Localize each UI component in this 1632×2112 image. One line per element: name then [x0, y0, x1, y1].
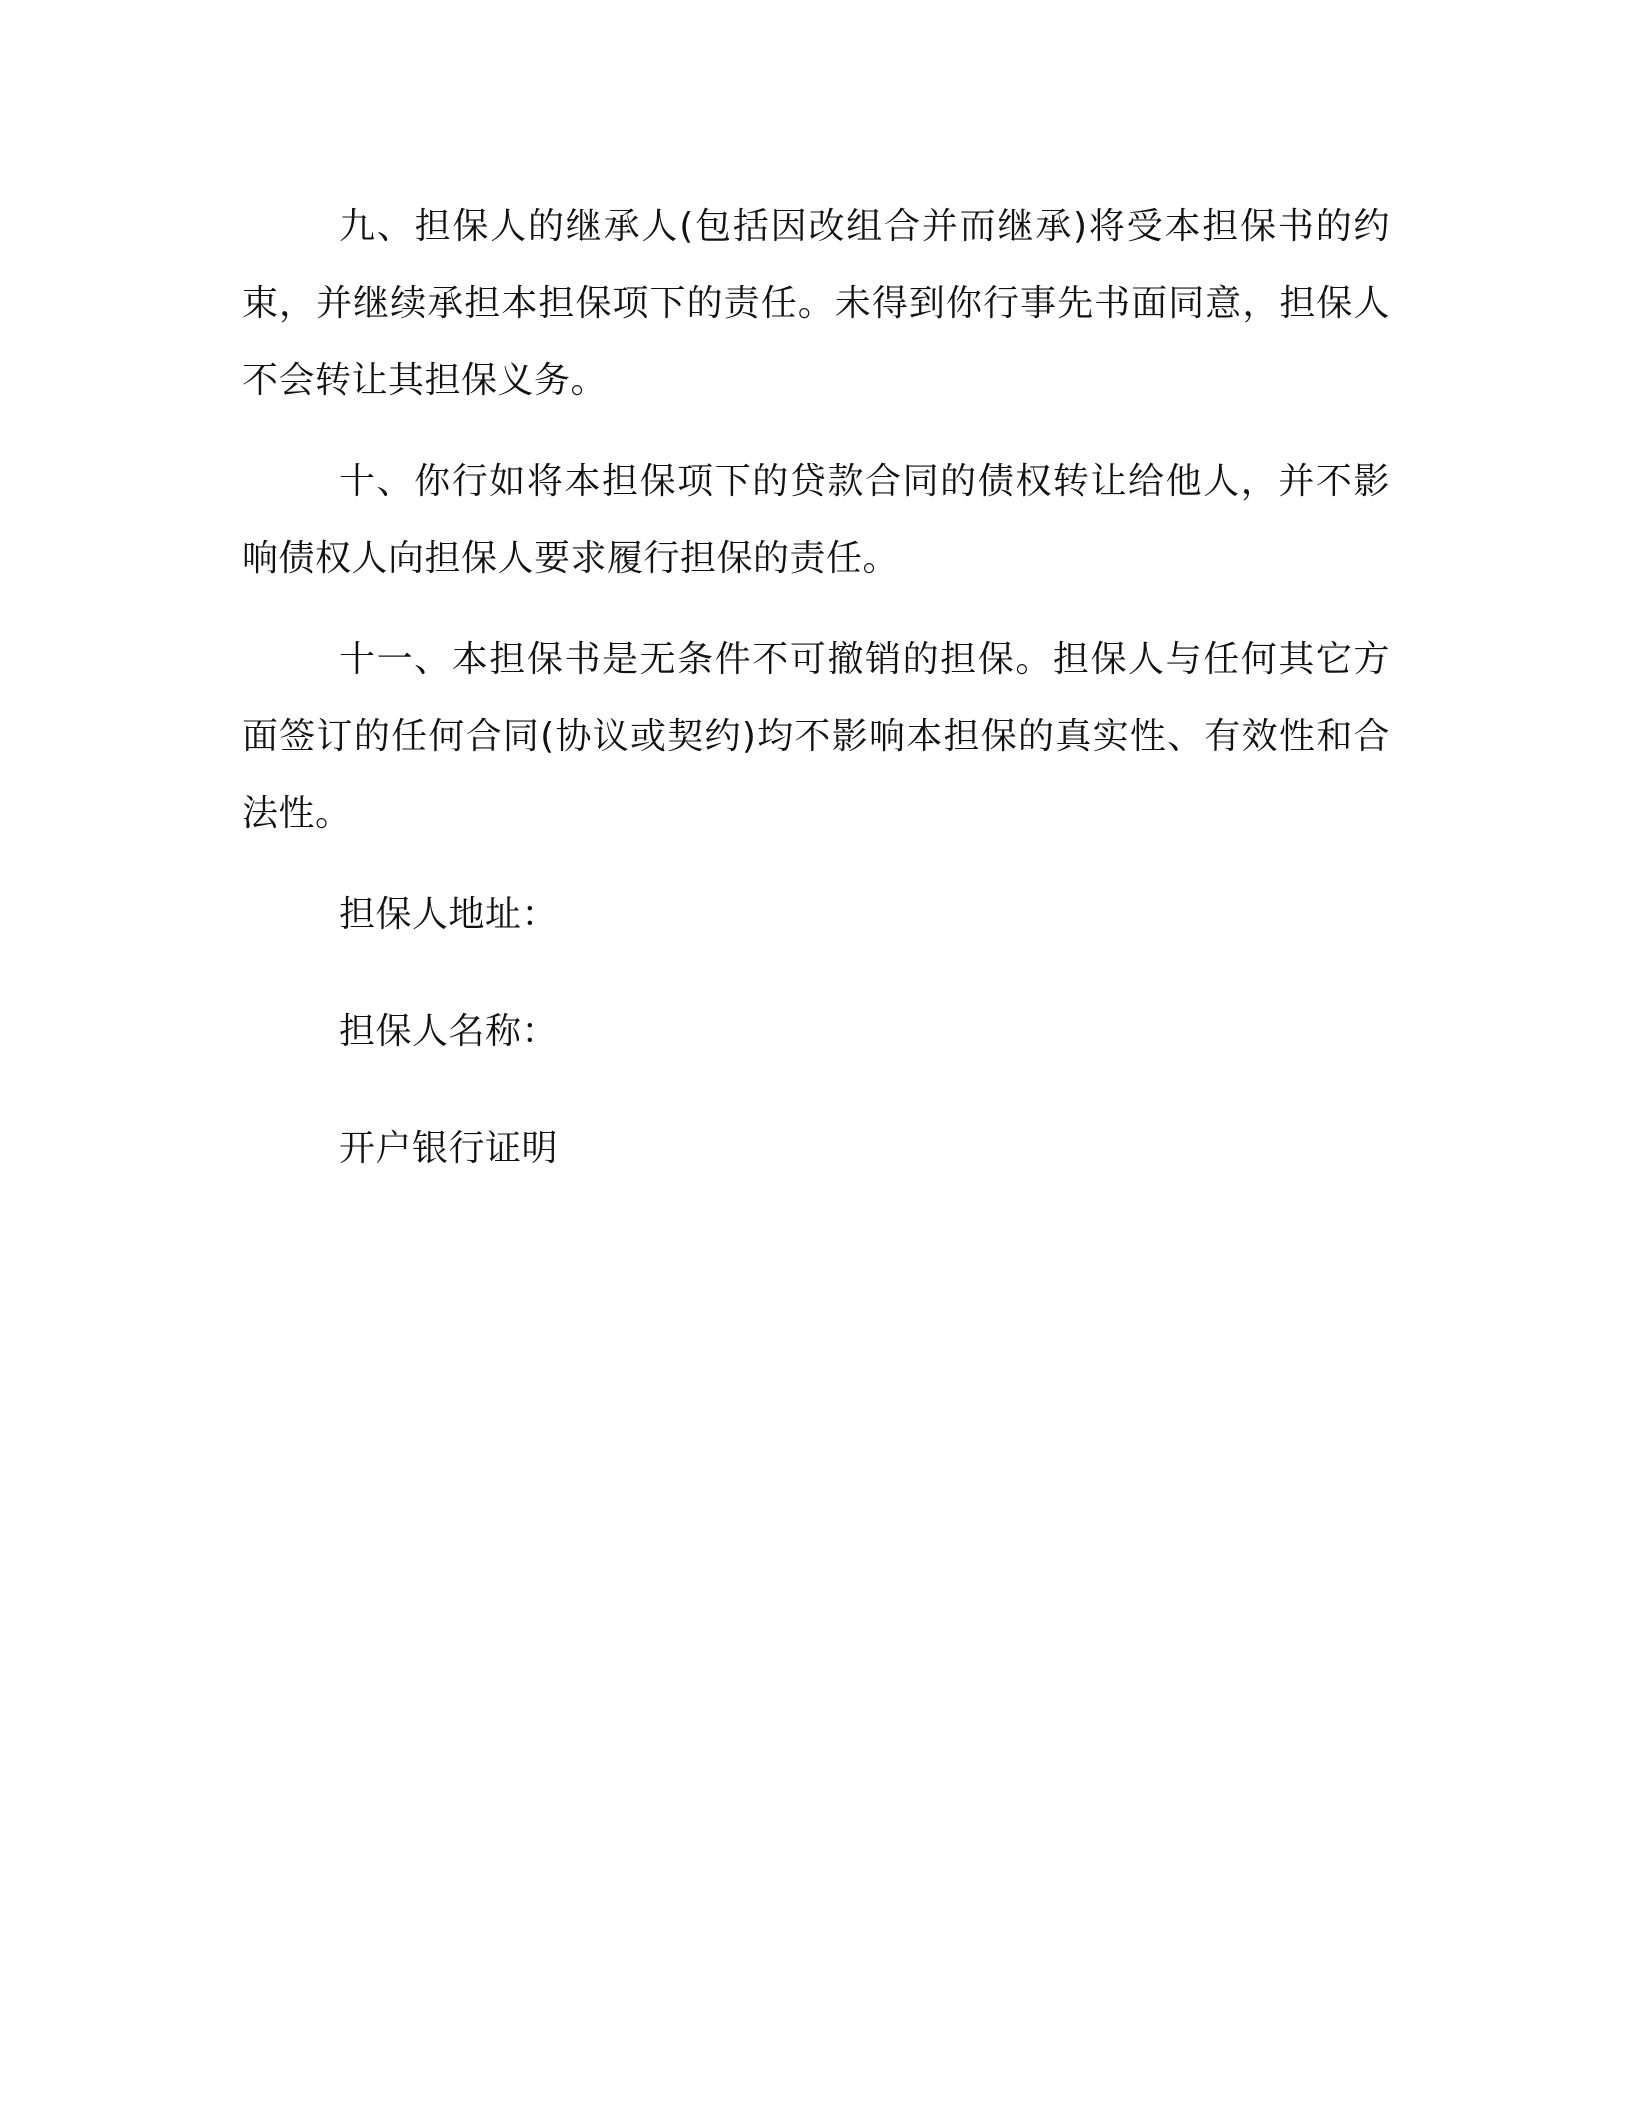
guarantor-address-label: 担保人地址：	[339, 894, 559, 935]
clause-eleven: 十一、本担保书是无条件不可撤销的担保。担保人与任何其它方面签订的任何合同(协议或契约)均不影响本担保的真实性、有效性和合法性。	[242, 639, 1390, 834]
guarantor-name-label: 担保人名称：	[339, 1011, 559, 1052]
bank-proof-label: 开户银行证明	[339, 1128, 559, 1169]
clause-ten: 十、你行如将本担保项下的贷款合同的债权转让给他人，并不影响债权人向担保人要求履行担保的责任。	[242, 461, 1390, 579]
clause-nine: 九、担保人的继承人(包括因改组合并而继承)将受本担保书的约束，并继续承担本担保项下的责任。未得到你行事先书面同意，担保人不会转让其担保义务。	[242, 206, 1390, 401]
document-body	[242, 188, 1390, 1227]
